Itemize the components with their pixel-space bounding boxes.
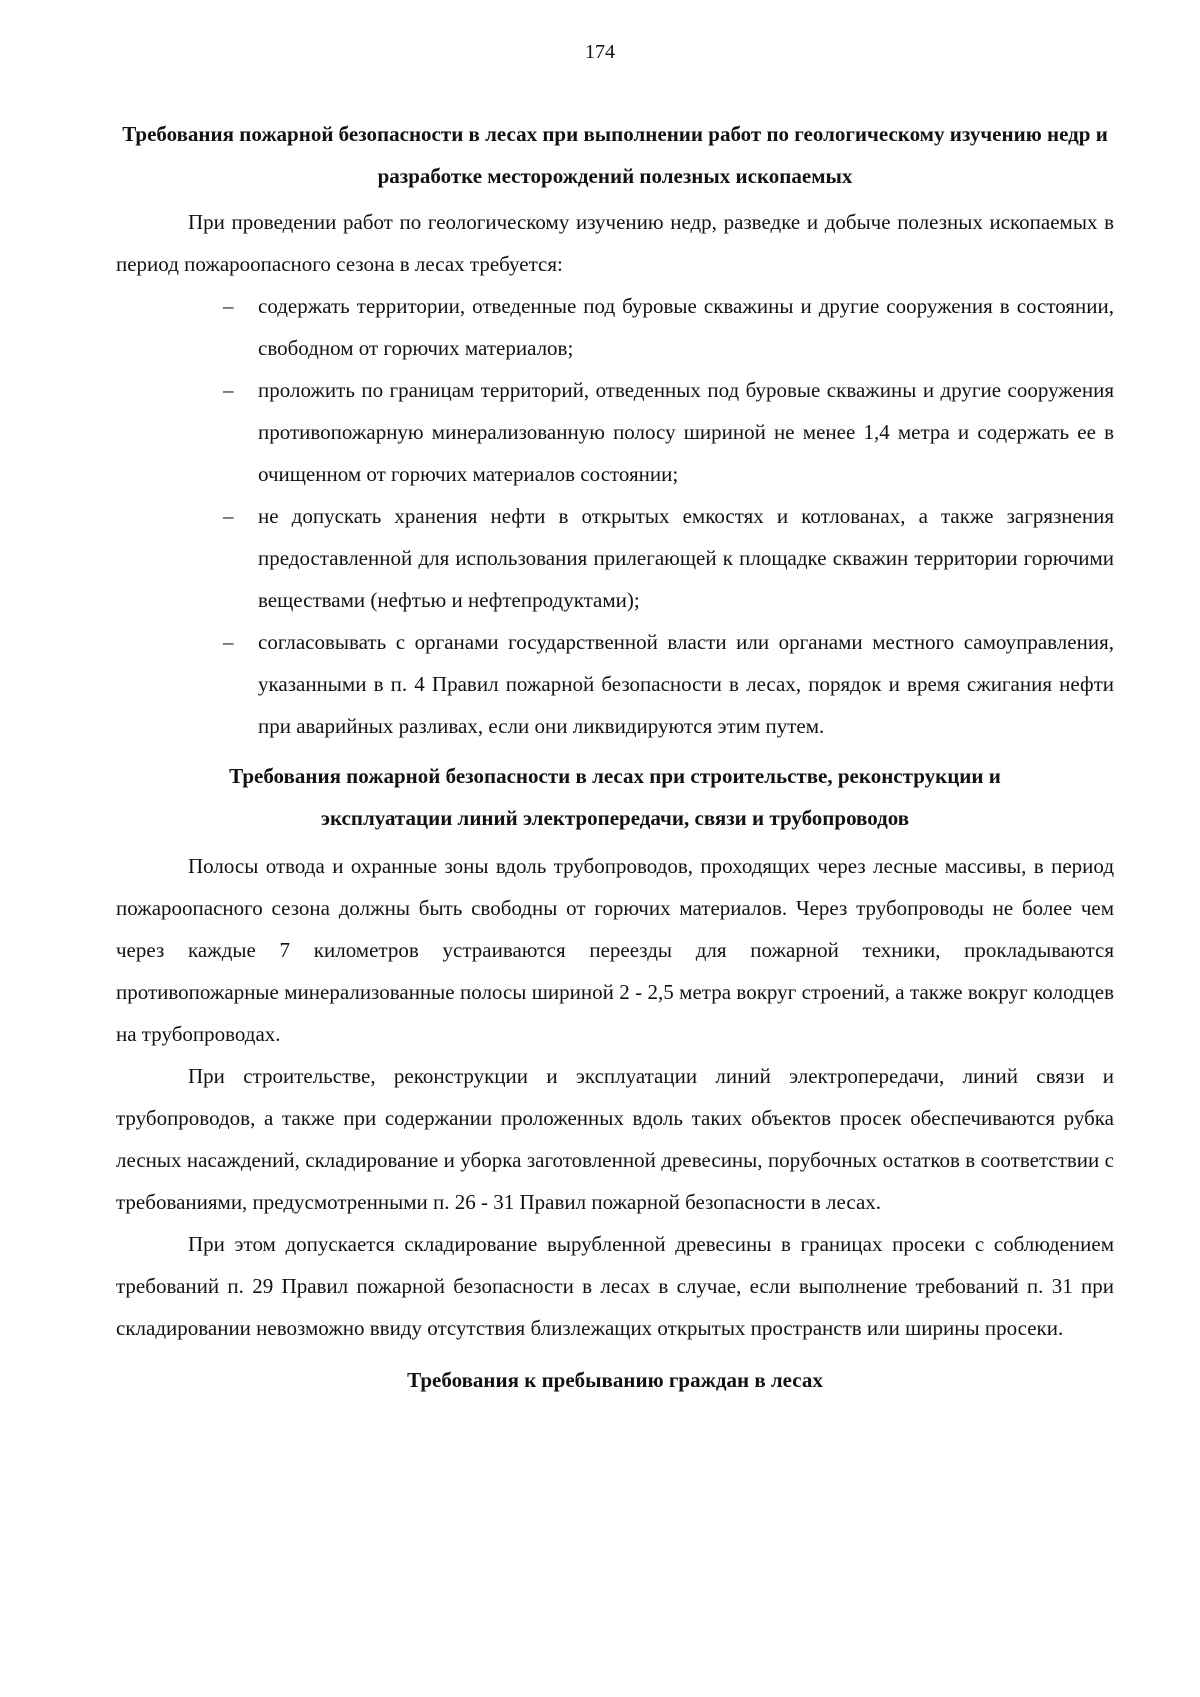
- list-item: [116, 285, 1114, 369]
- list-item-text: согласовывать с органами государственной власти или органами местного самоуправления, указанными в п. 4 Правил пожарной безопасности в лесах, порядок и время сжигания нефти при аварийных разливах, если они ликвидируются этим путем.: [258, 630, 1114, 738]
- dash-bullet: –: [223, 294, 234, 318]
- dash-bullet: –: [223, 504, 234, 528]
- dash-bullet: –: [223, 378, 234, 402]
- body-paragraph: При строительстве, реконструкции и эксплуатации линий электропередачи, линий связи и трубопроводов, а также при содержании проложенных вдоль таких объектов просек обеспечиваются рубка лесных насаждений, складирование и уборка заготовленной древесины, порубочных остатков в соответствии с требованиями, предусмотренными п. 26 - 31 Правил пожарной безопасности в лесах.: [116, 1064, 1114, 1214]
- section-heading-power-lines: [116, 755, 1114, 839]
- list-item: [116, 621, 1114, 747]
- document-body: [116, 113, 1114, 1401]
- list-item-text: не допускать хранения нефти в открытых емкостях и котлованах, а также загрязнения предоставленной для использования прилегающей к площадке скважин территории горючими веществами (нефтью и нефтепродуктами);: [258, 504, 1114, 612]
- section-intro-paragraph: При проведении работ по геологическому изучению недр, разведке и добыче полезных ископаемых в период пожароопасного сезона в лесах требуется:: [116, 210, 1114, 276]
- list-item: [116, 369, 1114, 495]
- list-item-text: проложить по границам территорий, отведенных под буровые скважины и другие сооружения противопожарную минерализованную полосу шириной не менее 1,4 метра и содержать ее в очищенном от горючих материалов состоянии;: [258, 378, 1114, 486]
- section-heading-line: Требования пожарной безопасности в лесах при строительстве, реконструкции и: [229, 764, 1001, 788]
- requirements-list: [116, 285, 1114, 747]
- section-heading-citizens: Требования к пребыванию граждан в лесах: [407, 1368, 823, 1392]
- dash-bullet: –: [223, 630, 234, 654]
- page-number: 174: [585, 41, 615, 63]
- list-item-text: содержать территории, отведенные под буровые скважины и другие сооружения в состоянии, свободном от горючих материалов;: [258, 294, 1114, 360]
- body-paragraph: При этом допускается складирование вырубленной древесины в границах просеки с соблюдением требований п. 29 Правил пожарной безопасности в лесах в случае, если выполнение требований п. 31 при складировании невозможно ввиду отсутствия близлежащих открытых пространств или ширины просеки.: [116, 1232, 1114, 1340]
- section-heading-geology: Требования пожарной безопасности в лесах при выполнении работ по геологическому изучению недр и разработке месторождений полезных ископаемых: [122, 122, 1108, 188]
- section-heading-line: эксплуатации линий электропередачи, связи и трубопроводов: [320, 806, 910, 830]
- list-item: [116, 495, 1114, 621]
- body-paragraph: Полосы отвода и охранные зоны вдоль трубопроводов, проходящих через лесные массивы, в период пожароопасного сезона должны быть свободны от горючих материалов. Через трубопроводы не более чем через каждые 7 километров устраиваются переезды для пожарной техники, прокладываются противопожарные минерализованные полосы шириной 2 - 2,5 метра вокруг строений, а также вокруг колодцев на трубопроводах.: [116, 854, 1114, 1046]
